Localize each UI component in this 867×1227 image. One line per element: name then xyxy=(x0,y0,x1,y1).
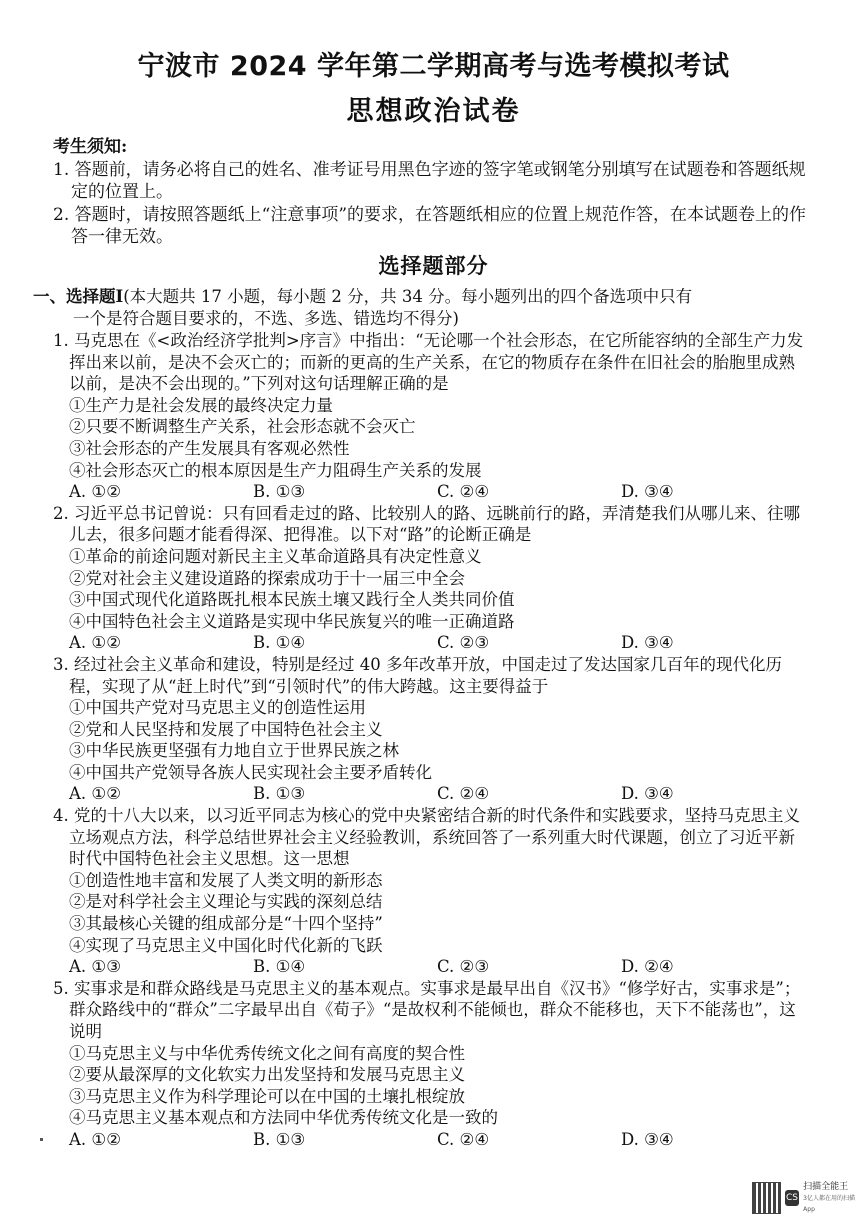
answer-choices xyxy=(53,783,805,805)
question-stem: 1. 马克思在《<政治经济学批判>序言》中指出：“无论哪一个社会形态，在它所能容纳的全部生产力发挥出来以前，是决不会灭亡的；而新的更高的生产关系，在它的物质存在条件在旧社会的胎胞里成熟以前，是决不会出现的。”下列对这句话理解正确的是 xyxy=(53,331,804,394)
question-option: ①中国共产党对马克思主义的创造性运用 xyxy=(69,698,366,718)
question-option: ④实现了马克思主义中国化时代化新的飞跃 xyxy=(69,935,383,955)
answer-choices xyxy=(53,632,805,654)
question-4 xyxy=(53,805,805,978)
question-option: ②只要不断调整生产关系，社会形态就不会灭亡 xyxy=(69,417,416,437)
question-2 xyxy=(53,503,805,654)
exam-title: 宁波市 2024 学年第二学期高考与选考模拟考试 xyxy=(137,51,730,82)
scanner-app-name xyxy=(803,1182,860,1215)
question-option: ①革命的前途问题对新民主主义革命道路具有决定性意义 xyxy=(69,546,482,566)
choice-d: D. ③④ xyxy=(621,482,674,502)
question-stem: 5. 实事求是和群众路线是马克思主义的基本观点。实事求是最早出自《汉书》“修学好古，实事求是”；群众路线中的“群众”二字最早出自《荀子》“是故权利不能倾也，群众不能移也，天下不能荡也”，这说明 xyxy=(53,978,801,1041)
choice-d: D. ③④ xyxy=(621,784,674,804)
choice-d: D. ②④ xyxy=(621,957,674,977)
choice-a: A. ①③ xyxy=(69,957,121,977)
notice-heading: 考生须知: xyxy=(53,137,128,157)
question-list xyxy=(53,330,805,1151)
scanner-app-slogan: 3亿人都在用的扫描App xyxy=(803,1194,855,1213)
question-option: ①马克思主义与中华优秀传统文化之间有高度的契合性 xyxy=(69,1043,465,1063)
choice-b: B. ①③ xyxy=(253,482,306,502)
qr-code-icon xyxy=(752,1182,781,1214)
question-option: ④中国共产党领导各族人民实现社会主要矛盾转化 xyxy=(69,762,432,782)
choice-d: D. ③④ xyxy=(621,1129,674,1149)
choice-c: C. ②④ xyxy=(437,1129,490,1149)
scanner-watermark xyxy=(752,1180,860,1216)
choice-c: C. ②③ xyxy=(437,633,490,653)
question-option: ③马克思主义作为科学理论可以在中国的土壤扎根绽放 xyxy=(69,1086,465,1106)
question-stem: 3. 经过社会主义革命和建设，特别是经过 40 多年改革开放，中国走过了发达国家几百年的现代化历程，实现了从“赶上时代”到“引领时代”的伟大跨越。这主要得益于 xyxy=(53,654,782,696)
question-5 xyxy=(53,978,805,1151)
answer-choices xyxy=(53,481,805,503)
question-option: ③中华民族更坚强有力地自立于世界民族之林 xyxy=(69,741,399,761)
choice-c: C. ②③ xyxy=(437,957,490,977)
choice-a: A. ①② xyxy=(69,482,121,502)
answer-choices xyxy=(53,1129,805,1151)
choice-a: A. ①② xyxy=(69,784,121,804)
part-text: (本大题共 17 小题，每小题 2 分，共 34 分。每小题列出的四个备选项中只有 xyxy=(123,287,693,306)
notice-item: 2. 答题时，请按照答题纸上“注意事项”的要求，在答题纸相应的位置上规范作答，在本试题卷上的作答一律无效。 xyxy=(53,204,807,247)
choice-c: C. ②④ xyxy=(437,784,490,804)
choice-b: B. ①③ xyxy=(253,784,306,804)
question-option: ①创造性地丰富和发展了人类文明的新形态 xyxy=(69,870,383,890)
question-option: ②党和人民坚持和发展了中国特色社会主义 xyxy=(69,719,383,739)
choice-b: B. ①④ xyxy=(253,633,306,653)
question-option: ②党对社会主义建设道路的探索成功于十一届三中全会 xyxy=(69,568,465,588)
question-option: ②是对科学社会主义理论与实践的深刻总结 xyxy=(69,892,383,912)
question-3 xyxy=(53,654,805,805)
question-option: ④中国特色社会主义道路是实现中华民族复兴的唯一正确道路 xyxy=(69,611,515,631)
choice-b: B. ①③ xyxy=(253,1129,306,1149)
exam-subtitle: 思想政治试卷 xyxy=(346,96,521,127)
choice-c: C. ②④ xyxy=(437,482,490,502)
question-stem: 4. 党的十八大以来，以习近平同志为核心的党中央紧密结合新的时代条件和实践要求，坚持马克思主义立场观点方法，科学总结世界社会主义经验教训，系统回答了一系列重大时代课题，创立了习近平新时代中国特色社会主义思想。这一思想 xyxy=(53,806,800,869)
choice-a: A. ①② xyxy=(69,1129,121,1149)
section-title: 选择题部分 xyxy=(378,254,489,278)
question-option: ③中国式现代化道路既扎根本民族土壤又践行全人类共同价值 xyxy=(69,590,515,610)
part-lead: 一、选择题Ⅰ xyxy=(33,287,124,306)
choice-b: B. ①④ xyxy=(253,957,306,977)
answer-choices xyxy=(53,956,805,978)
candidate-notice xyxy=(53,136,813,249)
part-text-continued: 一个是符合题目要求的，不选、多选、错选均不得分) xyxy=(73,308,459,328)
question-option: ②要从最深厚的文化软实力出发坚持和发展马克思主义 xyxy=(69,1065,465,1085)
question-option: ③其最核心关键的组成部分是“十四个坚持” xyxy=(69,914,383,934)
question-option: ④马克思主义基本观点和方法同中华优秀传统文化是一致的 xyxy=(69,1108,498,1128)
scanner-app-title: 扫描全能王 xyxy=(803,1181,849,1192)
question-option: ③社会形态的产生发展具有客观必然性 xyxy=(69,438,350,458)
notice-item: 1. 答题前，请务必将自己的姓名、准考证号用黑色字迹的签字笔或钢笔分别填写在试题卷和答题纸规定的位置上。 xyxy=(53,159,806,202)
choice-d: D. ③④ xyxy=(621,633,674,653)
choice-a: A. ①② xyxy=(69,633,121,653)
part-intro xyxy=(33,286,809,329)
question-option: ①生产力是社会发展的最终决定力量 xyxy=(69,395,333,415)
scan-speck xyxy=(40,1138,43,1141)
question-1 xyxy=(53,330,805,503)
question-stem: 2. 习近平总书记曾说：只有回看走过的路、比较别人的路、远眺前行的路，弄清楚我们从哪儿来、往哪儿去，很多问题才能看得深、把得准。以下对“路”的论断正确是 xyxy=(53,503,800,545)
question-option: ④社会形态灭亡的根本原因是生产力阻碍生产关系的发展 xyxy=(69,460,482,480)
scanner-app-icon: CS xyxy=(785,1190,799,1206)
